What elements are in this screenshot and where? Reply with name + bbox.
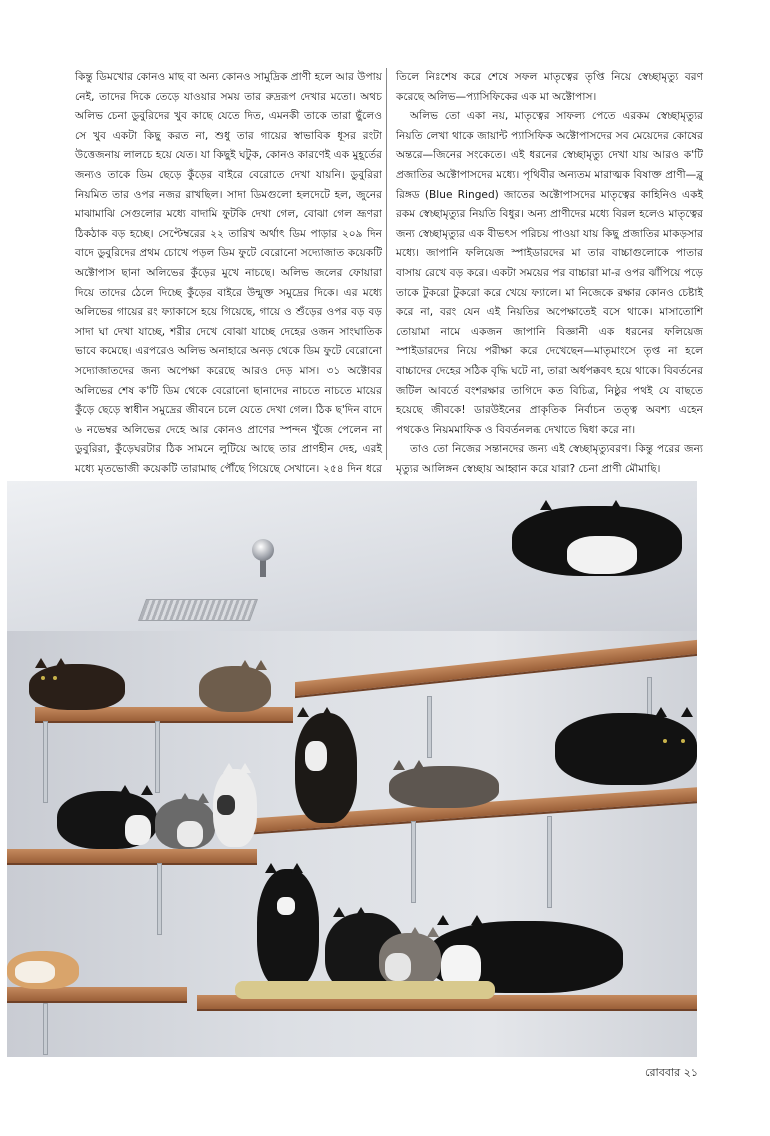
shelf-middle-left (7, 849, 257, 865)
cat-tabby-upper (199, 666, 271, 712)
right-paragraph-2: অলিভ তো একা নয়, মাতৃত্বের সাফল্য পেতে এরকম স্বেচ্ছামৃত্যুর নিয়তি লেখা থাকে জায়ান্ট প্যাসিফিক অক্টোপাসদের সব মেয়েদের কোষের অন্তরে—জিনের সংকেতে। এই ধরনের স্বেচ্ছামৃত্যু দেখা যায় আরও ক'টি প্রজাতির অক্টোপাসদের মধ্যে। পৃথিবীর অন্যতম মারাত্মক বিষাক্ত প্রাণী—ব্লু রিঙ্গড (Blue Ringed) জাতের অক্টোপাসদের মাতৃত্বের কাহিনিও একই রকম স্বেচ্ছামৃত্যুর নিয়তি বিধুর। অন্য প্রাণীদের মধ্যে বিরল হলেও মাতৃত্বের জন্য স্বেচ্ছামৃত্যুর এক বীভৎস পরিচয় পাওয়া যায় কিছু প্রজাতির মাকড়সার মধ্যে। জাপানি ফলিয়েজ স্পাইডারদের মা তার বাচ্চাগুলোকে পাতার বাসায় রেখে বড় করে। একটা সময়ের পর বাচ্চারা মা-র ওপর ঝাঁপিয়ে পড়ে তাকে টুকরো টুকরো করে খেয়ে ফ্যালে। মা নিজেকে রক্ষার কোনও চেষ্টাই করে না, বরং যেন এই নিয়তির অপেক্ষাতেই বসে থাকে। মাসাতোশি তোয়ামা নামে একজন জাপানি বিজ্ঞানী এক ধরনের ফলিয়েজ স্পাইডারদের নিয়ে পরীক্ষা করে দেখেছেন—মাতৃমাংসে তৃপ্ত না হলে বাচ্চাদের দেহের সঠিক বৃদ্ধি ঘটে না, তারা অর্ধপক্কবৎ হয়ে থাকে। বিবর্তনের জটিল আবর্তে বংশরক্ষার তাগিদে কত বিচিত্র, নিষ্ঠুর পথই যে বাছতে হয়েছে জীবকে! ডারউইনের প্রাকৃতিক নির্বাচন তত্ত্ব অবশ্য এহেন পথকেও নিয়মমাফিক ও বিবর্তনলব্ধ দেখাতে দ্বিধা করে না। (396, 110, 703, 436)
cat-black-standing-bottom (257, 869, 319, 989)
column-divider (386, 68, 387, 460)
shelf-bottom-left (7, 987, 187, 1003)
ceiling-light-stem (260, 559, 266, 577)
ceiling-light-icon (252, 539, 274, 561)
cat-tuxedo-left (57, 791, 157, 849)
cat-white-patched (213, 769, 257, 847)
cat-tortie-left (29, 664, 125, 710)
cat-black-right (555, 713, 697, 785)
page-footer: রোববার ২১ (645, 1066, 698, 1079)
cat-tabby-middle (389, 766, 499, 808)
shelf-bracket (547, 816, 552, 908)
cat-calico-standing (295, 713, 357, 823)
article-left-column (75, 68, 382, 475)
article-right-column (396, 68, 703, 475)
cat-grey-white (155, 799, 215, 849)
shelf-bracket (427, 696, 432, 758)
cat-orange-white (7, 951, 79, 989)
cat-grey-white-bottom (379, 933, 441, 987)
cats-photo (7, 481, 697, 1057)
cat-black-white-top (512, 506, 682, 576)
right-paragraph-1: তিলে নিঃশেষ করে শেষে সফল মাতৃত্বের তৃপ্তি নিয়ে স্বেচ্ছামৃত্যু বরণ করেছে অলিভ—প্যাসিফিকের এক মা অক্টোপাস। (396, 71, 703, 103)
shelf-bracket (43, 721, 48, 803)
shelf-bracket (411, 821, 416, 903)
left-paragraph: কিন্তু ডিমখোর কোনও মাছ বা অন্য কোনও সামুদ্রিক প্রাণী হলে আর উপায় নেই, তাদের দিকে তেড়ে যাওয়ার সময় তার রুদ্ররূপ দেখার মতো। অথচ অলিভ চেনা ডুবুরিদের খুব কাছে যেতে দিত, এমনকী তাকে তারা ছুঁলেও সে খুব একটা কিছু করত না, শুধু তার গায়ের স্বাভাবিক ধূসর রংটা উত্তেজনায় লালচে হয়ে যেত। যা কিছুই ঘটুক, কোনও কারণেই এক মুহূর্তের জন্যও তাকে ডিম ছেড়ে কুঁড়ের বাইরে বেরোতে দেখা যায়নি। ডুবুরিরা নিয়মিত তার ওপর নজর রাখছিল। সাদা ডিমগুলো হলদেটে হল, জুনের মাঝামাঝি সেগুলোর মধ্যে বাদামি ফুটকি দেখা গেল, বোঝা গেল ভ্রূণরা ঠিকঠাক বড় হচ্ছে। সেপ্টেম্বরের ২২ তারিখ অর্থাৎ ডিম পাড়ার ২০৯ দিন বাদে ডুবুরিদের প্রথম চোখে পড়ল ডিম ফুটে বেরোনো সদ্যোজাত কয়েকটি অক্টোপাস ছানা অলিভের কুঁড়ের মুখে নাচছে। অলিভ জলের ফোয়ারা দিয়ে তাদের ঠেলে দিচ্ছে কুঁড়ের বাইরে উন্মুক্ত সমুদ্রের দিকে। এর মধ্যে অলিভের গায়ের রং ফ্যাকাসে হয়ে গিয়েছে, গায়ে ও শুঁড়ের ওপর বড় বড় সাদা ঘা দেখা যাচ্ছে, শরীর দেখে বোঝা যাচ্ছে দেহের ওজন সাংঘাতিক ভাবে কমেছে। এরপরেও অলিভ অনাহারে অনড় থেকে ডিম ফুটে বেরোনো সদ্যোজাতদের জন্য অপেক্ষা করেছে আরও দেড় মাস। ৩১ অক্টোবর অলিভের শেষ ক'টি ডিম থেকে বেরোনো ছানাদের নাচতে নাচতে মায়ের কুঁড়ে ছেড়ে স্বাধীন সমুদ্রের জীবনে চলে যেতে দেখা গেল। ঠিক ছ'দিন বাদে ৬ নভেম্বর অলিভের দেহে আর কোনও প্রাণের স্পন্দন খুঁজে পেলেন না ডুবুরিরা, কুঁড়েঘরটার ঠিক সামনে লুটিয়ে আছে তার প্রাণহীন দেহ, এরই মধ্যে মৃতভোজী কয়েকটি তারামাছ পৌঁছে গিয়েছে সেখানে। ২৫৪ দিন ধরে (75, 71, 382, 475)
shelf-bracket (43, 1003, 48, 1055)
air-vent (138, 599, 258, 621)
towel (235, 981, 495, 999)
shelf-bracket (155, 721, 160, 793)
right-paragraph-3: তাও তো নিজের সন্তানদের জন্য এই স্বেচ্ছামৃত্যুবরণ। কিন্তু পরের জন্য মৃত্যুর আলিঙ্গন স্বেচ্ছায় আহ্বান করে যারা? চেনা প্রাণী মৌমাছি। (396, 443, 703, 475)
shelf-bracket (157, 863, 162, 935)
